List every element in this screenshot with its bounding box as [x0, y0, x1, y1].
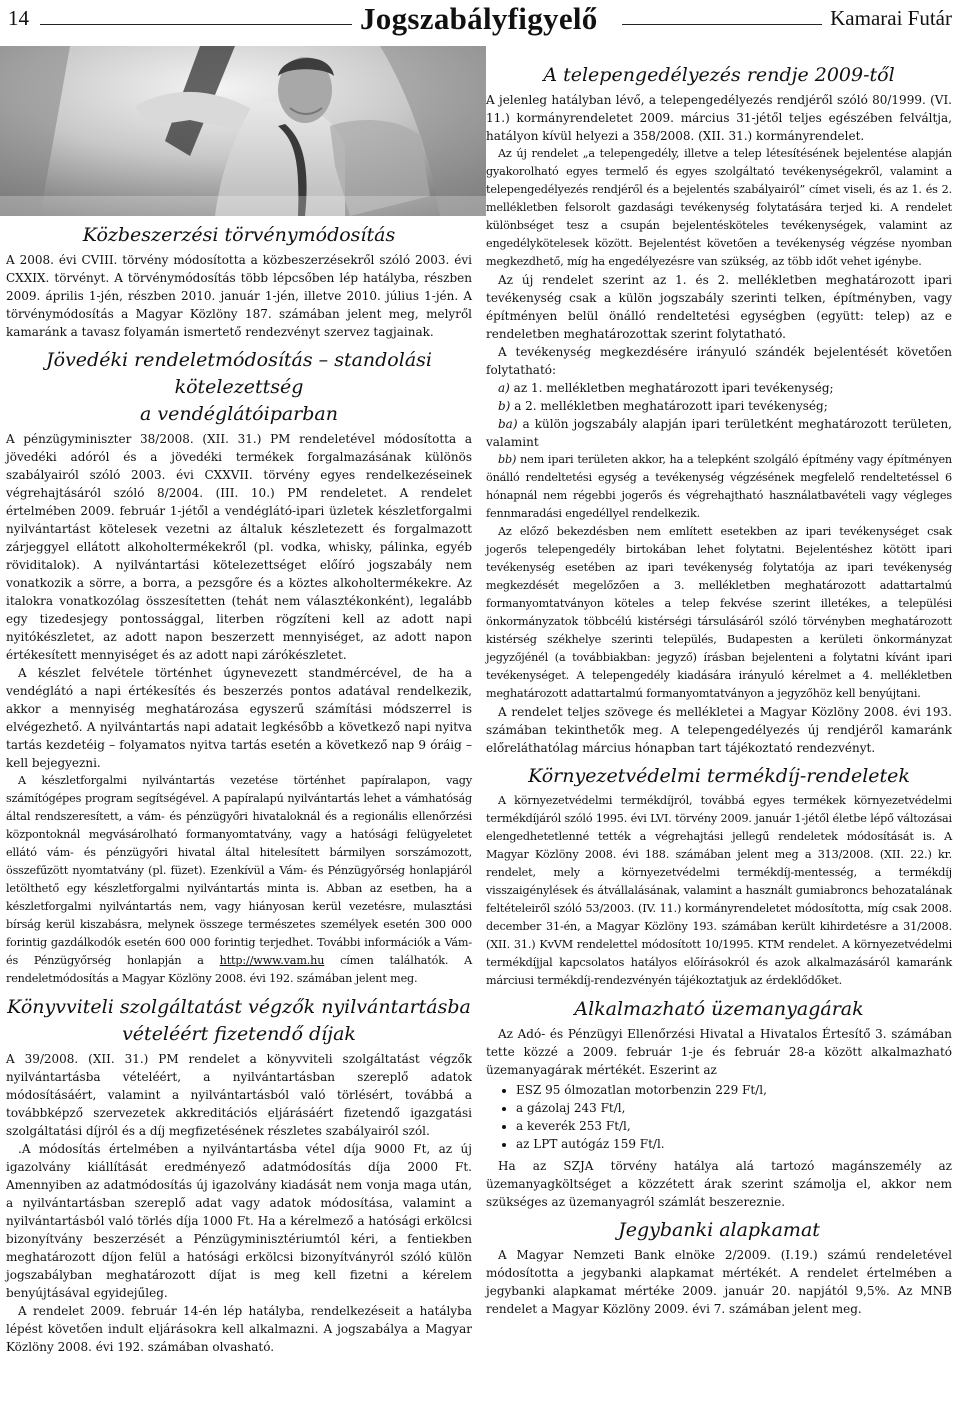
- article-telepengedely: [486, 62, 952, 757]
- list-point-bb: [486, 451, 952, 523]
- article-paragraph: A környezetvédelmi termékdíjról, továbbá egyes termékek környezetvédelmi termékdíjáról szóló 1995. évi LVI. törvény 2009. január 1-jétől életbe lépő változásai elengedhetetlenné tették a végrehajtási jellegű rendeletek módosítását is. A Magyar Közlöny 2008. évi 188. számában jelent meg a 313/2008. (XII. 22.) kr. rendelet, mely a környezetvédelmi termékdíj-mentesség, a termékdíj visszaigénylések és átvállalásának, valamint a használt gumiabroncs behozatalának feltételeiről szóló 53/2003. (IV. 11.) kormányrendeletet módosította, míg csak 2008. december 31-én, a Magyar Közlöny 193. számában került kihirdetésre a 31/2008. (XII. 31.) KvVM rendelettel módosított 10/1995. KTM rendelet. A környezetvédelmi termékdíjjal kapcsolatos hatályos előírásokról és azok alkalmazásáról kamaránk márciusi termékdíj-rendezvényén tájékoztatjuk az érdeklődőket.: [486, 794, 952, 987]
- list-point-ba: [486, 415, 952, 451]
- article-paragraph: A tevékenység megkezdésére irányuló szándék bejelentését követően folytatható:: [486, 345, 952, 377]
- point-text: a 2. mellékletben meghatározott ipari tevékenység;: [510, 399, 828, 413]
- article-title: Környezetvédelmi termékdíj-rendeletek: [528, 765, 910, 787]
- article-paragraph: .A módosítás értelmében a nyilvántartásba vétel díja 9000 Ft, az új igazolvány kiállítását eredményező adatmódosítás díja 2000 Ft. Amennyiben az adatmódosítás új igazolvány kiadását nem vonja maga után, a nyilvántartásban szereplő adat vagy adatok módosítása, valamint a nyilvántartásból való törlés díja 1000 Ft. Ha a kérelmező a hatósági erkölcsi bizonyítvány beszerzését a Pénzügyminisztériumtól kéri, a fentiekben meghatározott díjon felül a hatósági erkölcsi bizonyítványról szóló külön jogszabályban meghatározott díjat is meg kell fizetni a kérelem benyújtásával egyidejűleg.: [6, 1142, 472, 1300]
- right-column: [486, 62, 952, 1318]
- article-paragraph: Az előző bekezdésben nem említett esetekben az ipari tevékenységet csak jogerős telepengedély birtokában lehet folytatni. Bejelentéshez kötött ipari tevékenység esetében az ipari tevékenység folytatója az ipari tevékenység megkezdését megelőzően a 3. mellékletben meghatározott adattartalmú formanyomtatványon köteles a telep fekvése szerint illetékes, a települési önkormányzatok többcélú kistérségi társulásáról szóló törvényben meghatározott kistérség székhelye szerinti település, Budapesten a kerületi önkormányzat jegyzőjénél (a továbbiakban: jegyző) írásban bejelenteni a folytatni kívánt ipari tevékenységet. A telepengedély kiadására irányuló kérelmet a 4. mellékletben meghatározott adattartalmú formanyomtatványon a jegyzőhöz kell benyújtani.: [486, 525, 952, 700]
- article-title-line: Könyvviteli szolgáltatást végzők nyilvántartásba: [7, 996, 471, 1018]
- list-item: • ESZ 95 ólmozatlan motorbenzin 229 Ft/l,: [516, 1081, 952, 1099]
- article-paragraph: A 2008. évi CVIII. törvény módosította a közbeszerzésekről szóló 2003. évi CXXIX. törvényt. A törvénymódosítás több lépcsőben lép hatályba, részben 2009. április 1-jén, részben 2010. január 1-jén, illetve 2010. július 1-jén. A törvénymódosítás a Magyar Közlöny 187. számában jelent meg, melyről kamaránk a tavasz folyamán ismertető rendezvényt szervez tagjainak.: [6, 253, 472, 339]
- paragraph-text: A készletforgalmi nyilvántartás vezetése történhet papíralapon, vagy számítógépes program segítségével. A papíralapú nyilvántartás lehet a vámhatóság által rendszeresített, a vám- és pénzügyőri hivataloknál és a regionális ellenőrzési központoknál megvásárolható formanyomtatvány, vagy a hatósági felügyeletet ellátó vám- és pénzügyőri hivatal által hitelesített bármilyen sorszámozott, összefűzött nyomtatvány (pl. füzet). Ezenkívül a Vám- és Pénzügyőrség honlapjáról letölthető egy készletforgalmi nyilvántartás minta is. Abban az esetben, ha a készletforgalmi nyilvántartás nem, vagy hiányosan kerül vezetésre, mulasztási bírság kerül kiszabásra, melynek összege természetes személyek esetén 300 000 forintig gazdálkodók esetén 600 000 forintig terjedhet. További információk a Vám- és Pénzügyőrség honlapján a: [6, 774, 472, 967]
- article-paragraph: A 39/2008. (XII. 31.) PM rendelet a könyvviteli szolgáltatást végzők nyilvántartásba vételéért, a nyilvántartásban szereplő adatok módosításáért, valamint a nyilvántartásból való törlésért, továbbá a továbbképző szervezetek akkreditációs eljárásáért fizetendő igazgatási szolgáltatási díjról és a díj megfizetésének részletes szabályairól szól.: [6, 1052, 472, 1138]
- vam-link[interactable]: http://www.vam.hu: [219, 954, 325, 967]
- article-kozbeszerzes: [6, 222, 472, 341]
- article-paragraph: Az Adó- és Pénzügyi Ellenőrzési Hivatal a Hivatalos Értesítő 3. számában tette közzé a 2009. február 1-je és február 28-a között alkalmazható üzemanyagárak mértékét. Eszerint az: [486, 1027, 952, 1077]
- list-point-b: [486, 397, 952, 415]
- point-label: b): [498, 399, 511, 413]
- point-label: bb): [498, 453, 517, 466]
- page-number: 14: [8, 6, 29, 30]
- article-jovedeki: [6, 347, 472, 988]
- article-termekdij: [486, 763, 952, 990]
- businessman-photo: [0, 46, 486, 216]
- article-title-line: Jövedéki rendeletmódosítás – standolási kötelezettség: [46, 349, 432, 398]
- page-header: [0, 0, 960, 44]
- header-rule-right: [622, 24, 822, 25]
- article-paragraph: A rendelet teljes szövege és mellékletei a Magyar Közlöny 2008. évi 193. számában tekinthetők meg. A telepengedélyezés új rendjéről kamaránk előreláthatólag március hónapban tart tájékoztató rendezvényt.: [486, 705, 952, 755]
- article-paragraph: A Magyar Nemzeti Bank elnöke 2/2009. (I.19.) számú rendeletével módosította a jegybanki alapkamat mértékét. A rendelet értelmében a jegybanki alapkamat mértéke 2009. január 20. napjától 9,5%. Az MNB rendelet a Magyar Közlöny 2009. évi 7. számában jelent meg.: [486, 1248, 952, 1316]
- point-text: nem ipari területen akkor, ha a telepként szolgáló építmény vagy építményen önálló rendeltetési egység a tevékenység végzésének megfelelő rendeltetéssel 6 hónapnál nem régebbi jogerős és végrehajtható használatbavételi vagy végleges fennmaradási engedéllyel rendelkezik.: [486, 453, 952, 520]
- point-text: az 1. mellékletben meghatározott ipari tevékenység;: [509, 381, 834, 395]
- list-item: • a gázolaj 243 Ft/l,: [516, 1099, 952, 1117]
- article-paragraph: A jelenleg hatályban lévő, a telepengedélyezés rendjéről szóló 80/1999. (VI. 11.) kormányrendeletet 2009. március 31-jétől teljes egészében felváltja, hatályon kívül helyezi a 358/2008. (XII. 31.) kormányrendelet.: [486, 93, 952, 143]
- article-paragraph: Ha az SZJA törvény hatálya alá tartozó magánszemély az üzemanyagköltséget a közzétett árak szerint számolja el, akkor nem szükséges az üzemanyagról számlát beszereznie.: [486, 1159, 952, 1209]
- article-title-line: a vendéglátóiparban: [139, 403, 338, 425]
- article-title: A telepengedélyezés rendje 2009-től: [543, 64, 895, 86]
- article-konyvviteli: [6, 994, 472, 1356]
- point-label: a): [498, 381, 510, 395]
- article-paragraph: Az új rendelet szerint az 1. és 2. mellékletben meghatározott ipari tevékenység csak a külön jogszabály szerinti telken, építményben, vagy építményen belül önálló rendeltetési egységben (együtt: telep) az e rendeletben meghatározottak szerint folytatható.: [486, 273, 952, 341]
- publication-name: Kamarai Futár: [830, 6, 952, 30]
- article-title: [6, 994, 472, 1048]
- header-photo: [0, 46, 486, 216]
- paragraph-text: címen találhatók. A rendeletmódosítás a Magyar Közlöny 2008. évi 192. számában jelent meg.: [6, 954, 472, 985]
- article-title: Közbeszerzési törvénymódosítás: [82, 224, 396, 246]
- section-title: Jogszabályfigyelő: [360, 1, 598, 36]
- article-paragraph: A pénzügyminiszter 38/2008. (XII. 31.) PM rendeletével módosította a jövedéki adóról és a jövedéki termékek forgalmazásának különös szabályairól szóló 2003. évi CXXVII. törvény egyes rendelkezéseinek végrehajtásáról szóló 8/2004. (III. 10.) PM rendeletet. A rendelet értelmében 2009. február 1-jétől a vendéglátó-ipari üzletek készletforgalmi nyilvántartást kötelesek vezetni az általuk készletezett és forgalmazott zárjeggyel ellátott alkoholtermékekről (pl. vodka, whisky, pálinka, egyéb röviditalok). A nyilvántartási kötelezettséget előíró jogszabály nem vonatkozik a sörre, a borra, a pezsgőre és a köztes alkoholtermékekre. Az italokra vonatkozólag összesítetten (tehát nem választékonként), legalább egy tizedesjegy pontossággal, literben rögzíteni kell az adott napi nyitókészletet, az adott napon beszerzett mennyiséget, az adott napon értékesített mennyiséget és az adott napi zárókészletet.: [6, 432, 472, 662]
- fuel-price-list: [486, 1081, 952, 1153]
- article-paragraph: A rendelet 2009. február 14-én lép hatályba, rendelkezéseit a hatályba lépést követően indult eljárásokra kell alkalmazni. A jogszabálya a Magyar Közlöny 2008. évi 192. számában olvasható.: [6, 1304, 472, 1354]
- point-text: a külön jogszabály alapján ipari területként meghatározott területen, valamint: [486, 417, 952, 449]
- article-paragraph: A készlet felvétele történhet úgynevezett standmércével, de ha a vendéglátó a napi értékesítés és beszerzés pontos adatával rendelkezik, akkor a mennyiség meghatározása egyszerű számítási módszerrel is elvégezhető. A nyilvántartás napi adatait legkésőbb a következő napi nyitva tartás kezdetéig – folyamatos nyitva tartás esetén a következő nap 9 óráig – kell bejegyezni.: [6, 666, 472, 770]
- article-uzemanyag: [486, 996, 952, 1211]
- article-title: Alkalmazható üzemanyagárak: [574, 998, 864, 1020]
- list-item: • az LPT autógáz 159 Ft/l.: [516, 1135, 952, 1153]
- left-column: [6, 222, 472, 1356]
- article-jegybanki: [486, 1217, 952, 1318]
- header-rule-left: [40, 24, 352, 25]
- point-label: ba): [498, 417, 518, 431]
- article-paragraph: [6, 772, 472, 988]
- article-paragraph: Az új rendelet „a telepengedély, illetve a telep létesítésének bejelentése alapján gyakorolható egyes termelő és egyes szolgáltató tevékenységekről, valamint a telepengedélyezés rendjéről és a bejelentés szabályairól” címet viseli, és az 1. és 2. mellékletben felsorolt gazdasági tevékenység folytatására terjed ki. A rendelet különbséget tesz a csupán bejelentésköteles tevékenységek, valamint az engedélykötelesek között. Bejelentést követően a tevékenység végzése nyomban megkezdhető, míg ha engedélyezésre van szükség, az több időt vehet igénybe.: [486, 147, 952, 268]
- list-item: • a keverék 253 Ft/l,: [516, 1117, 952, 1135]
- list-point-a: [486, 379, 952, 397]
- article-title: Jegybanki alapkamat: [618, 1219, 820, 1241]
- article-title: [6, 347, 472, 428]
- article-title-line: vételéért fizetendő díjak: [122, 1023, 356, 1045]
